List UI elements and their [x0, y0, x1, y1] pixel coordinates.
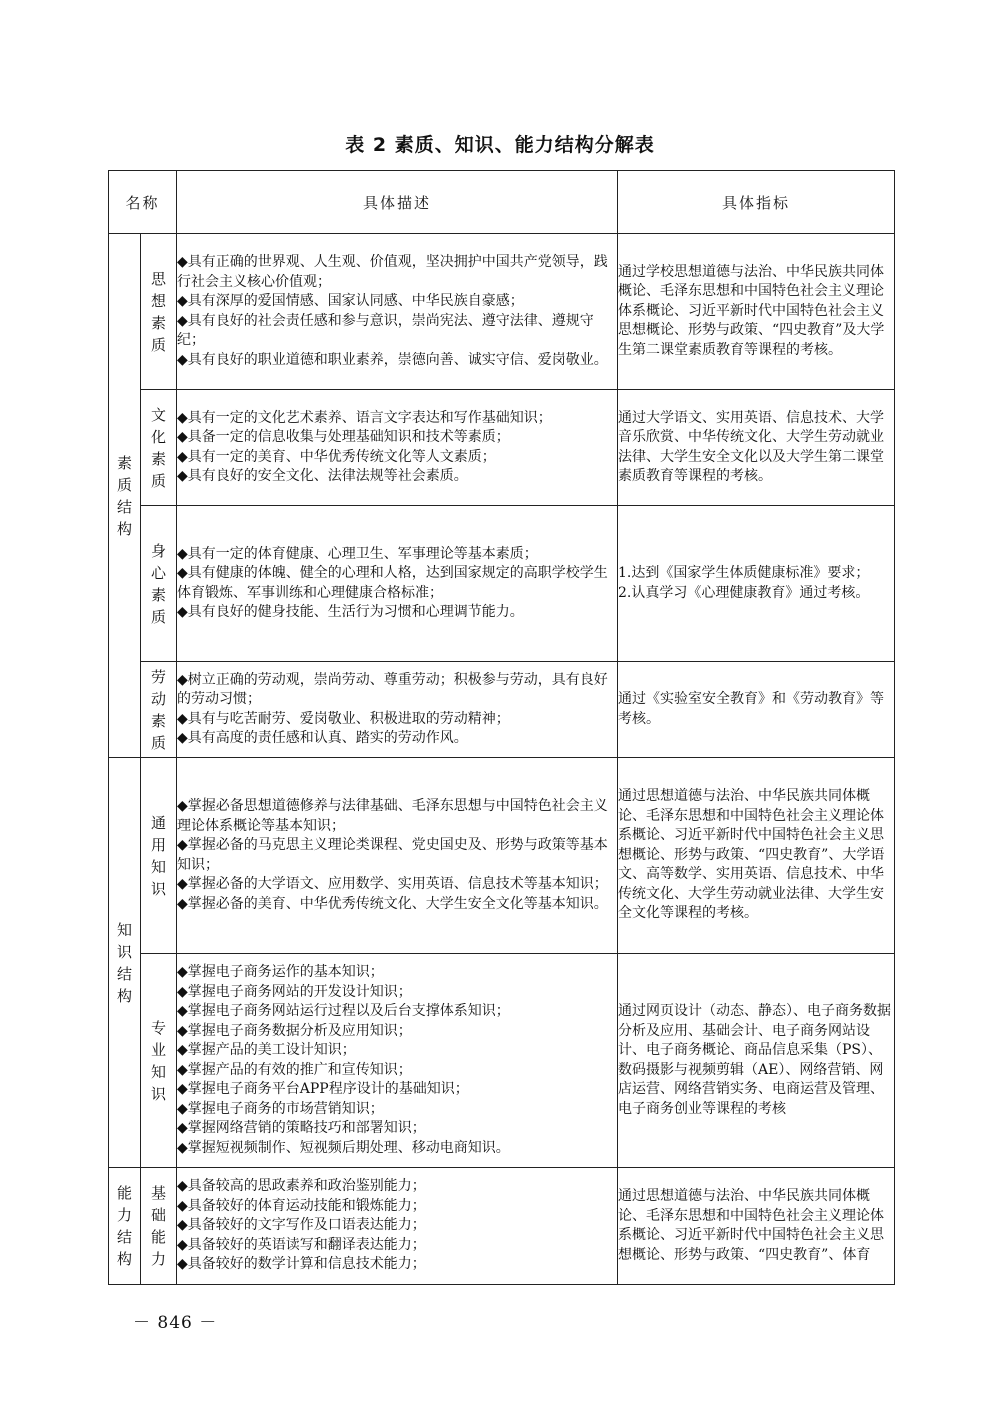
table-row [109, 390, 895, 506]
description-item: ◆掌握必备思想道德修养与法律基础、毛泽东思想与中国特色社会主义理论体系概论等基本知识； [177, 798, 608, 834]
indicator-item: 通过思想道德与法治、中华民族共同体概论、毛泽东思想和中国特色社会主义理论体系概论、习近平新时代中国特色社会主义思想概论、形势与政策、“四史教育”、体育 [618, 1188, 885, 1263]
description-item: ◆具备较高的思政素养和政治鉴别能力； [177, 1178, 426, 1195]
description-cell [177, 662, 618, 758]
category-cell [109, 234, 141, 758]
indicator-cell [618, 758, 895, 954]
table-body [109, 234, 895, 1285]
description-item: ◆掌握必备的美育、中华优秀传统文化、大学生安全文化等基本知识。 [177, 895, 608, 912]
indicator-cell [618, 390, 895, 506]
description-item: ◆具有深厚的爱国情感、国家认同感、中华民族自豪感； [177, 293, 524, 309]
description-item: ◆具有正确的世界观、人生观、价值观，坚决拥护中国共产党领导，践行社会主义核心价值观； [177, 254, 608, 290]
indicator-cell [618, 954, 895, 1168]
description-item: ◆掌握网络营销的策略技巧和部署知识； [177, 1120, 426, 1136]
description-item: ◆具有良好的职业道德和职业素养，崇德向善、诚实守信、爱岗敬业。 [177, 351, 608, 368]
subcategory-label: 思想素质 [150, 269, 166, 354]
description-item: ◆具备较好的体育运动技能和锻炼能力； [177, 1197, 426, 1214]
subcategory-label: 专业知识 [150, 1018, 166, 1103]
indicator-item: 通过网页设计（动态、静态）、电子商务数据分析及应用、基础会计、电子商务网站设计、电子商务概论、商品信息采集（PS）、数码摄影与视频剪辑（AE）、网络营销、网店运营、网络营销实务、电商运营及管理、电子商务创业等课程的考核 [618, 1003, 892, 1117]
description-cell [177, 234, 618, 390]
header-indicator: 具体指标 [618, 171, 895, 234]
description-item: ◆树立正确的劳动观，崇尚劳动、尊重劳动；积极参与劳动，具有良好的劳动习惯； [177, 671, 608, 707]
description-item: ◆具有与吃苦耐劳、爱岗敬业、积极进取的劳动精神； [177, 710, 510, 727]
description-item: ◆掌握电子商务数据分析及应用知识； [177, 1022, 412, 1039]
description-item: ◆具有良好的健身技能、生活行为习惯和心理调节能力。 [177, 604, 524, 620]
subcategory-label: 通用知识 [150, 813, 166, 898]
structure-table [108, 170, 895, 1285]
description-cell [177, 758, 618, 954]
category-label: 素质结构 [116, 453, 132, 538]
subcategory-cell [141, 234, 177, 390]
subcategory-cell [141, 1168, 177, 1285]
indicator-cell [618, 506, 895, 662]
description-item: ◆具备一定的信息收集与处理基础知识和技术等素质； [177, 429, 510, 445]
category-cell [109, 1168, 141, 1285]
description-item: ◆掌握必备的大学语文、应用数学、实用英语、信息技术等基本知识； [177, 876, 608, 892]
indicator-item: 2.认真学习《心理健康教育》通过考核。 [618, 584, 870, 601]
description-cell [177, 1168, 618, 1285]
header-name: 名称 [109, 171, 177, 234]
description-item: ◆掌握电子商务平台APP程序设计的基础知识； [177, 1081, 469, 1097]
subcategory-cell [141, 758, 177, 954]
description-item: ◆掌握电子商务的市场营销知识； [177, 1100, 384, 1117]
description-item: ◆掌握产品的美工设计知识； [177, 1042, 356, 1058]
description-item: ◆具有一定的体育健康、心理卫生、军事理论等基本素质； [177, 545, 538, 562]
indicator-item: 通过思想道德与法治、中华民族共同体概论、毛泽东思想和中国特色社会主义理论体系概论、习近平新时代中国特色社会主义思想概论、形势与政策、“四史教育”、大学语文、高等数学、实用英语、信息技术、中华传统文化、大学生劳动就业法律、大学生安全文化等课程的考核。 [618, 788, 885, 922]
subcategory-cell [141, 662, 177, 758]
description-item: ◆具备较好的文字写作及口语表达能力； [177, 1217, 426, 1234]
description-item: ◆具有良好的安全文化、法律法规等社会素质。 [177, 468, 468, 484]
description-item: ◆掌握必备的马克思主义理论类课程、党史国史及、形势与政策等基本知识； [177, 837, 608, 873]
description-cell [177, 954, 618, 1168]
description-item: ◆掌握电子商务网站的开发设计知识； [177, 983, 412, 1000]
header-description: 具体描述 [177, 171, 618, 234]
description-item: ◆掌握短视频制作、短视频后期处理、移动电商知识。 [177, 1139, 510, 1156]
description-item: ◆掌握电子商务网站运行过程以及后台支撑体系知识； [177, 1003, 510, 1019]
subcategory-cell [141, 954, 177, 1168]
table-row [109, 758, 895, 954]
table-row [109, 954, 895, 1168]
description-item: ◆具有一定的文化艺术素养、语言文字表达和写作基础知识； [177, 409, 552, 426]
subcategory-label: 劳动素质 [150, 667, 166, 752]
category-label: 能力结构 [116, 1184, 132, 1268]
table-row [109, 1168, 895, 1285]
indicator-item: 通过学校思想道德与法治、中华民族共同体概论、毛泽东思想和中国特色社会主义理论体系概论、习近平新时代中国特色社会主义思想概论、形势与政策、“四史教育”及大学生第二课堂素质教育等课程的考核。 [618, 263, 885, 358]
description-item: ◆具有健康的体魄、健全的心理和人格，达到国家规定的高职学校学生体育锻炼、军事训练和心理健康合格标准； [177, 565, 608, 601]
subcategory-label: 基础能力 [150, 1184, 166, 1268]
page-number: － 846 － [133, 1313, 218, 1333]
subcategory-cell [141, 506, 177, 662]
subcategory-cell [141, 390, 177, 506]
subcategory-label: 身心素质 [150, 541, 166, 626]
table-row [109, 662, 895, 758]
table-row [109, 234, 895, 390]
category-cell [109, 758, 141, 1168]
description-cell [177, 506, 618, 662]
indicator-cell [618, 662, 895, 758]
description-item: ◆掌握电子商务运作的基本知识； [177, 964, 384, 980]
indicator-cell [618, 234, 895, 390]
table-row [109, 506, 895, 662]
description-cell [177, 390, 618, 506]
table-title: 表 2 素质、知识、能力结构分解表 [345, 134, 655, 156]
subcategory-label: 文化素质 [150, 405, 166, 490]
indicator-item: 1.达到《国家学生体质健康标准》要求； [618, 565, 870, 581]
description-item: ◆具有一定的美育、中华优秀传统文化等人文素质； [177, 448, 496, 465]
header-row [109, 171, 895, 234]
category-label: 知识结构 [116, 920, 132, 1005]
indicator-item: 通过《实验室安全教育》和《劳动教育》等考核。 [618, 691, 885, 727]
description-item: ◆具有良好的社会责任感和参与意识，崇尚宪法、遵守法律、遵规守纪； [177, 312, 594, 348]
description-item: ◆具有高度的责任感和认真、踏实的劳动作风。 [177, 730, 468, 746]
indicator-item: 通过大学语文、实用英语、信息技术、大学音乐欣赏、中华传统文化、大学生劳动就业法律、大学生安全文化以及大学生第二课堂素质教育等课程的考核。 [618, 409, 885, 484]
description-item: ◆具备较好的英语读写和翻译表达能力； [177, 1236, 426, 1253]
indicator-cell [618, 1168, 895, 1285]
description-item: ◆具备较好的数学计算和信息技术能力； [177, 1256, 426, 1273]
description-item: ◆掌握产品的有效的推广和宣传知识； [177, 1061, 412, 1078]
